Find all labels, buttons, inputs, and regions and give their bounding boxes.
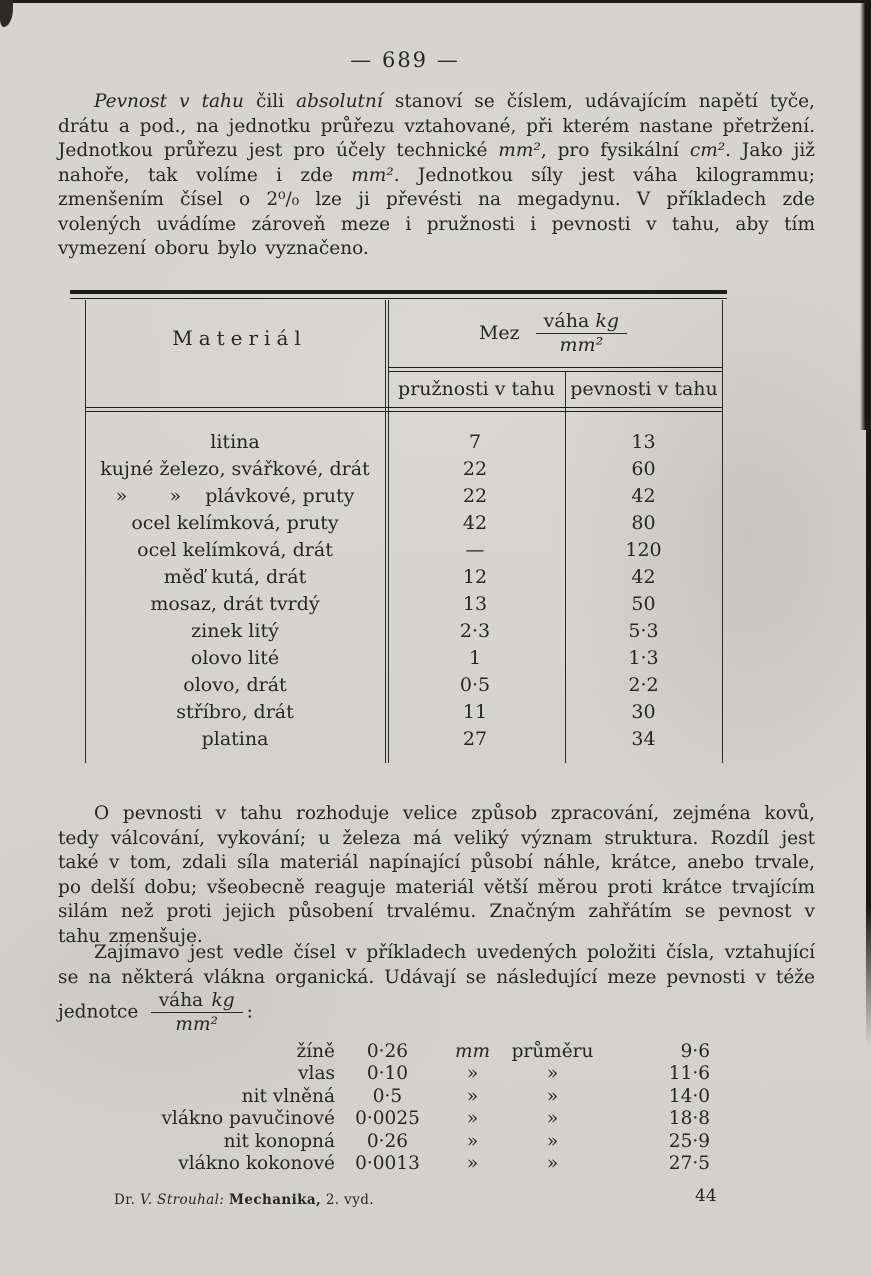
fraction-numerator <box>151 990 243 1012</box>
strength-cell: 1·3 <box>628 646 659 669</box>
material-cell: litina <box>210 430 260 453</box>
fiber-strength: 27·5 <box>668 1153 710 1175</box>
footer-author: V. Strouhal: <box>140 1192 225 1208</box>
elasticity-cell: 22 <box>462 457 488 480</box>
ditto-mark: » <box>466 1153 479 1175</box>
strength-cell: 50 <box>631 592 656 615</box>
text-segment: kg <box>595 309 620 332</box>
material-cell: » » plávkové, pruty <box>115 484 355 507</box>
text-segment: kg <box>211 990 235 1011</box>
fiber-name: vlas <box>298 1063 335 1085</box>
ditto-mark: » <box>466 1108 479 1130</box>
table-top-rule-thick <box>70 290 727 294</box>
elasticity-cell: 11 <box>462 700 488 723</box>
fiber-name: žíně <box>296 1040 335 1062</box>
table-mez-rule <box>388 367 722 368</box>
fiber-name: vlákno pavučinové <box>161 1108 335 1130</box>
strength-cell: 5·3 <box>628 619 659 642</box>
text-segment: cm² <box>689 140 726 161</box>
ditto-mark: » <box>546 1085 559 1107</box>
ditto-mark: » <box>546 1153 559 1175</box>
scan-edge-right <box>860 0 871 430</box>
fiber-name: nit konopná <box>223 1130 335 1152</box>
strength-cell: 120 <box>625 538 662 561</box>
table-header-rule <box>85 407 722 408</box>
text-segment: mm² <box>498 140 541 161</box>
fiber-strength: 18·8 <box>668 1108 710 1130</box>
paragraph-intro <box>58 90 815 262</box>
ditto-mark: » <box>466 1085 479 1107</box>
text-segment: O pevnosti v tahu rozhoduje velice způsob zpracování, zejména kovů, tedy válcování, vykování; u železa má veliký význam struktura. Rozdíl jest také v tom, zdali síla materiál napínající působí náhle, krátce, anebo trvale, po delší dobu; všeobecně reaguje materiál větší měrou proti krátce trvajícím silám než proti jejich působení trvalému. Značným zahřátím se pevnost v tahu zmenšuje. <box>58 803 815 947</box>
table-header-rule <box>85 411 722 412</box>
material-cell: měď kutá, drát <box>163 565 307 588</box>
table-top-rule-thin <box>70 298 727 299</box>
strength-cell: 60 <box>631 457 656 480</box>
fiber-diameter: 0·0013 <box>355 1153 420 1175</box>
fiber-strength: 11·6 <box>668 1063 710 1085</box>
text-segment: , pro fysikální <box>540 140 690 161</box>
material-cell: ocel kelímková, drát <box>137 538 333 561</box>
fiber-name: vlákno kokonové <box>178 1153 335 1175</box>
elasticity-cell: 13 <box>462 592 488 615</box>
strength-cell: 80 <box>631 511 656 534</box>
fiber-strength: 14·0 <box>668 1085 710 1107</box>
text-segment: absolutní <box>296 91 383 112</box>
paragraph-fibers-intro <box>58 941 815 1035</box>
unit-fraction-inline <box>151 990 243 1035</box>
column-header-strength: pevnosti v tahu <box>570 378 718 400</box>
fiber-name: nit vlněná <box>241 1085 335 1107</box>
elasticity-cell: — <box>465 538 485 561</box>
ditto-mark: » <box>546 1130 559 1152</box>
text-segment: čili <box>243 91 297 112</box>
fiber-diameter: 0·26 <box>366 1130 409 1152</box>
fibers-list <box>150 1040 710 1175</box>
strength-cell: 13 <box>631 430 656 453</box>
strength-cell: 42 <box>631 565 656 588</box>
text-segment: : <box>246 1001 253 1023</box>
elasticity-cell: 7 <box>468 430 482 453</box>
fiber-diameter: 0·5 <box>372 1085 403 1107</box>
material-cell: stříbro, drát <box>176 700 294 723</box>
elasticity-cell: 2·3 <box>459 619 491 642</box>
table-mez-rule <box>388 371 722 372</box>
elasticity-cell: 0·5 <box>459 673 491 696</box>
column-header-mez <box>388 302 722 364</box>
elasticity-cell: 42 <box>462 511 488 534</box>
scan-edge-top <box>0 0 871 3</box>
footer-title: Mechanika, <box>229 1192 322 1208</box>
fiber-unit-word: průměru <box>511 1040 594 1062</box>
strength-cell: 42 <box>631 484 656 507</box>
strength-cell: 2·2 <box>628 673 659 696</box>
fraction-denominator: mm² <box>559 333 604 356</box>
unit-fraction <box>536 311 627 356</box>
ditto-mark: » <box>546 1108 559 1130</box>
scan-edge-right-lower <box>866 420 871 1045</box>
column-header-material: Materiál <box>172 326 307 350</box>
elasticity-cell: 22 <box>462 484 488 507</box>
fiber-diameter: 0·0025 <box>355 1108 420 1130</box>
ditto-mark: » <box>546 1063 559 1085</box>
footer-edition: 2. vyd. <box>325 1192 374 1208</box>
column-header-elasticity: pružnosti v tahu <box>398 378 555 400</box>
text-segment: . Jednotkou síly jest váha kilogrammu; zmenšením čísel o 2⁰/₀ lze ji převésti na megadynu. V příkladech zde volených uvádíme zároveň meze i pružnosti i pevnosti v tahu, aby tím vymezení oboru bylo vyznačeno. <box>58 164 815 259</box>
footer-citation <box>114 1192 374 1208</box>
text-segment: mm² <box>351 164 394 186</box>
text-segment: Dr. <box>114 1192 136 1208</box>
fiber-strength: 25·9 <box>668 1130 710 1152</box>
table-border-right <box>722 300 723 763</box>
fraction-numerator <box>536 311 627 333</box>
fiber-strength: 9·6 <box>680 1040 710 1062</box>
text-segment: Zajímavo jest vedle čísel v příkladech uvedených položiti čísla, vztahující se na některá vlákna organická. Udávají se následující meze pevnosti v téže jednotce <box>58 942 815 1023</box>
fiber-unit: mm <box>454 1040 491 1062</box>
ditto-mark: » <box>466 1063 479 1085</box>
elasticity-cell: 12 <box>462 565 488 588</box>
material-cell: kujné železo, svářkové, drát <box>100 457 370 480</box>
strength-cell: 34 <box>631 727 656 750</box>
materials-table <box>70 290 727 772</box>
elasticity-cell: 27 <box>462 727 488 750</box>
text-segment: váha <box>543 309 590 332</box>
material-cell: olovo lité <box>190 646 280 669</box>
fiber-diameter: 0·26 <box>366 1040 409 1062</box>
paragraph-processing <box>58 802 815 949</box>
material-cell: olovo, drát <box>183 673 287 696</box>
material-cell: platina <box>201 727 269 750</box>
page-number: — 689 — <box>350 48 460 72</box>
text-segment: stanoví se číslem, udávajícím napětí tyče, drátu a pod., na jednotku průřezu vztahované, při kterém nastane přetržení. Jednotkou průřezu jest pro účely technické <box>58 91 815 161</box>
scan-corner-mark <box>0 0 13 27</box>
text-segment: váha <box>158 990 204 1011</box>
material-cell: zinek litý <box>191 619 279 642</box>
table-body <box>85 428 722 752</box>
ditto-mark: » <box>466 1130 479 1152</box>
fraction-denominator: mm² <box>175 1014 218 1035</box>
material-cell: mosaz, drát tvrdý <box>150 592 320 615</box>
mez-label: Mez <box>478 322 520 344</box>
fiber-diameter: 0·10 <box>366 1063 409 1085</box>
strength-cell: 30 <box>631 700 656 723</box>
text-segment: Pevnost v tahu <box>94 91 244 112</box>
text-segment: . Jako již nahoře, tak volíme i zde <box>58 140 815 186</box>
footer-sheet-number: 44 <box>695 1186 717 1206</box>
elasticity-cell: 1 <box>468 646 482 669</box>
material-cell: ocel kelímková, pruty <box>131 511 339 534</box>
